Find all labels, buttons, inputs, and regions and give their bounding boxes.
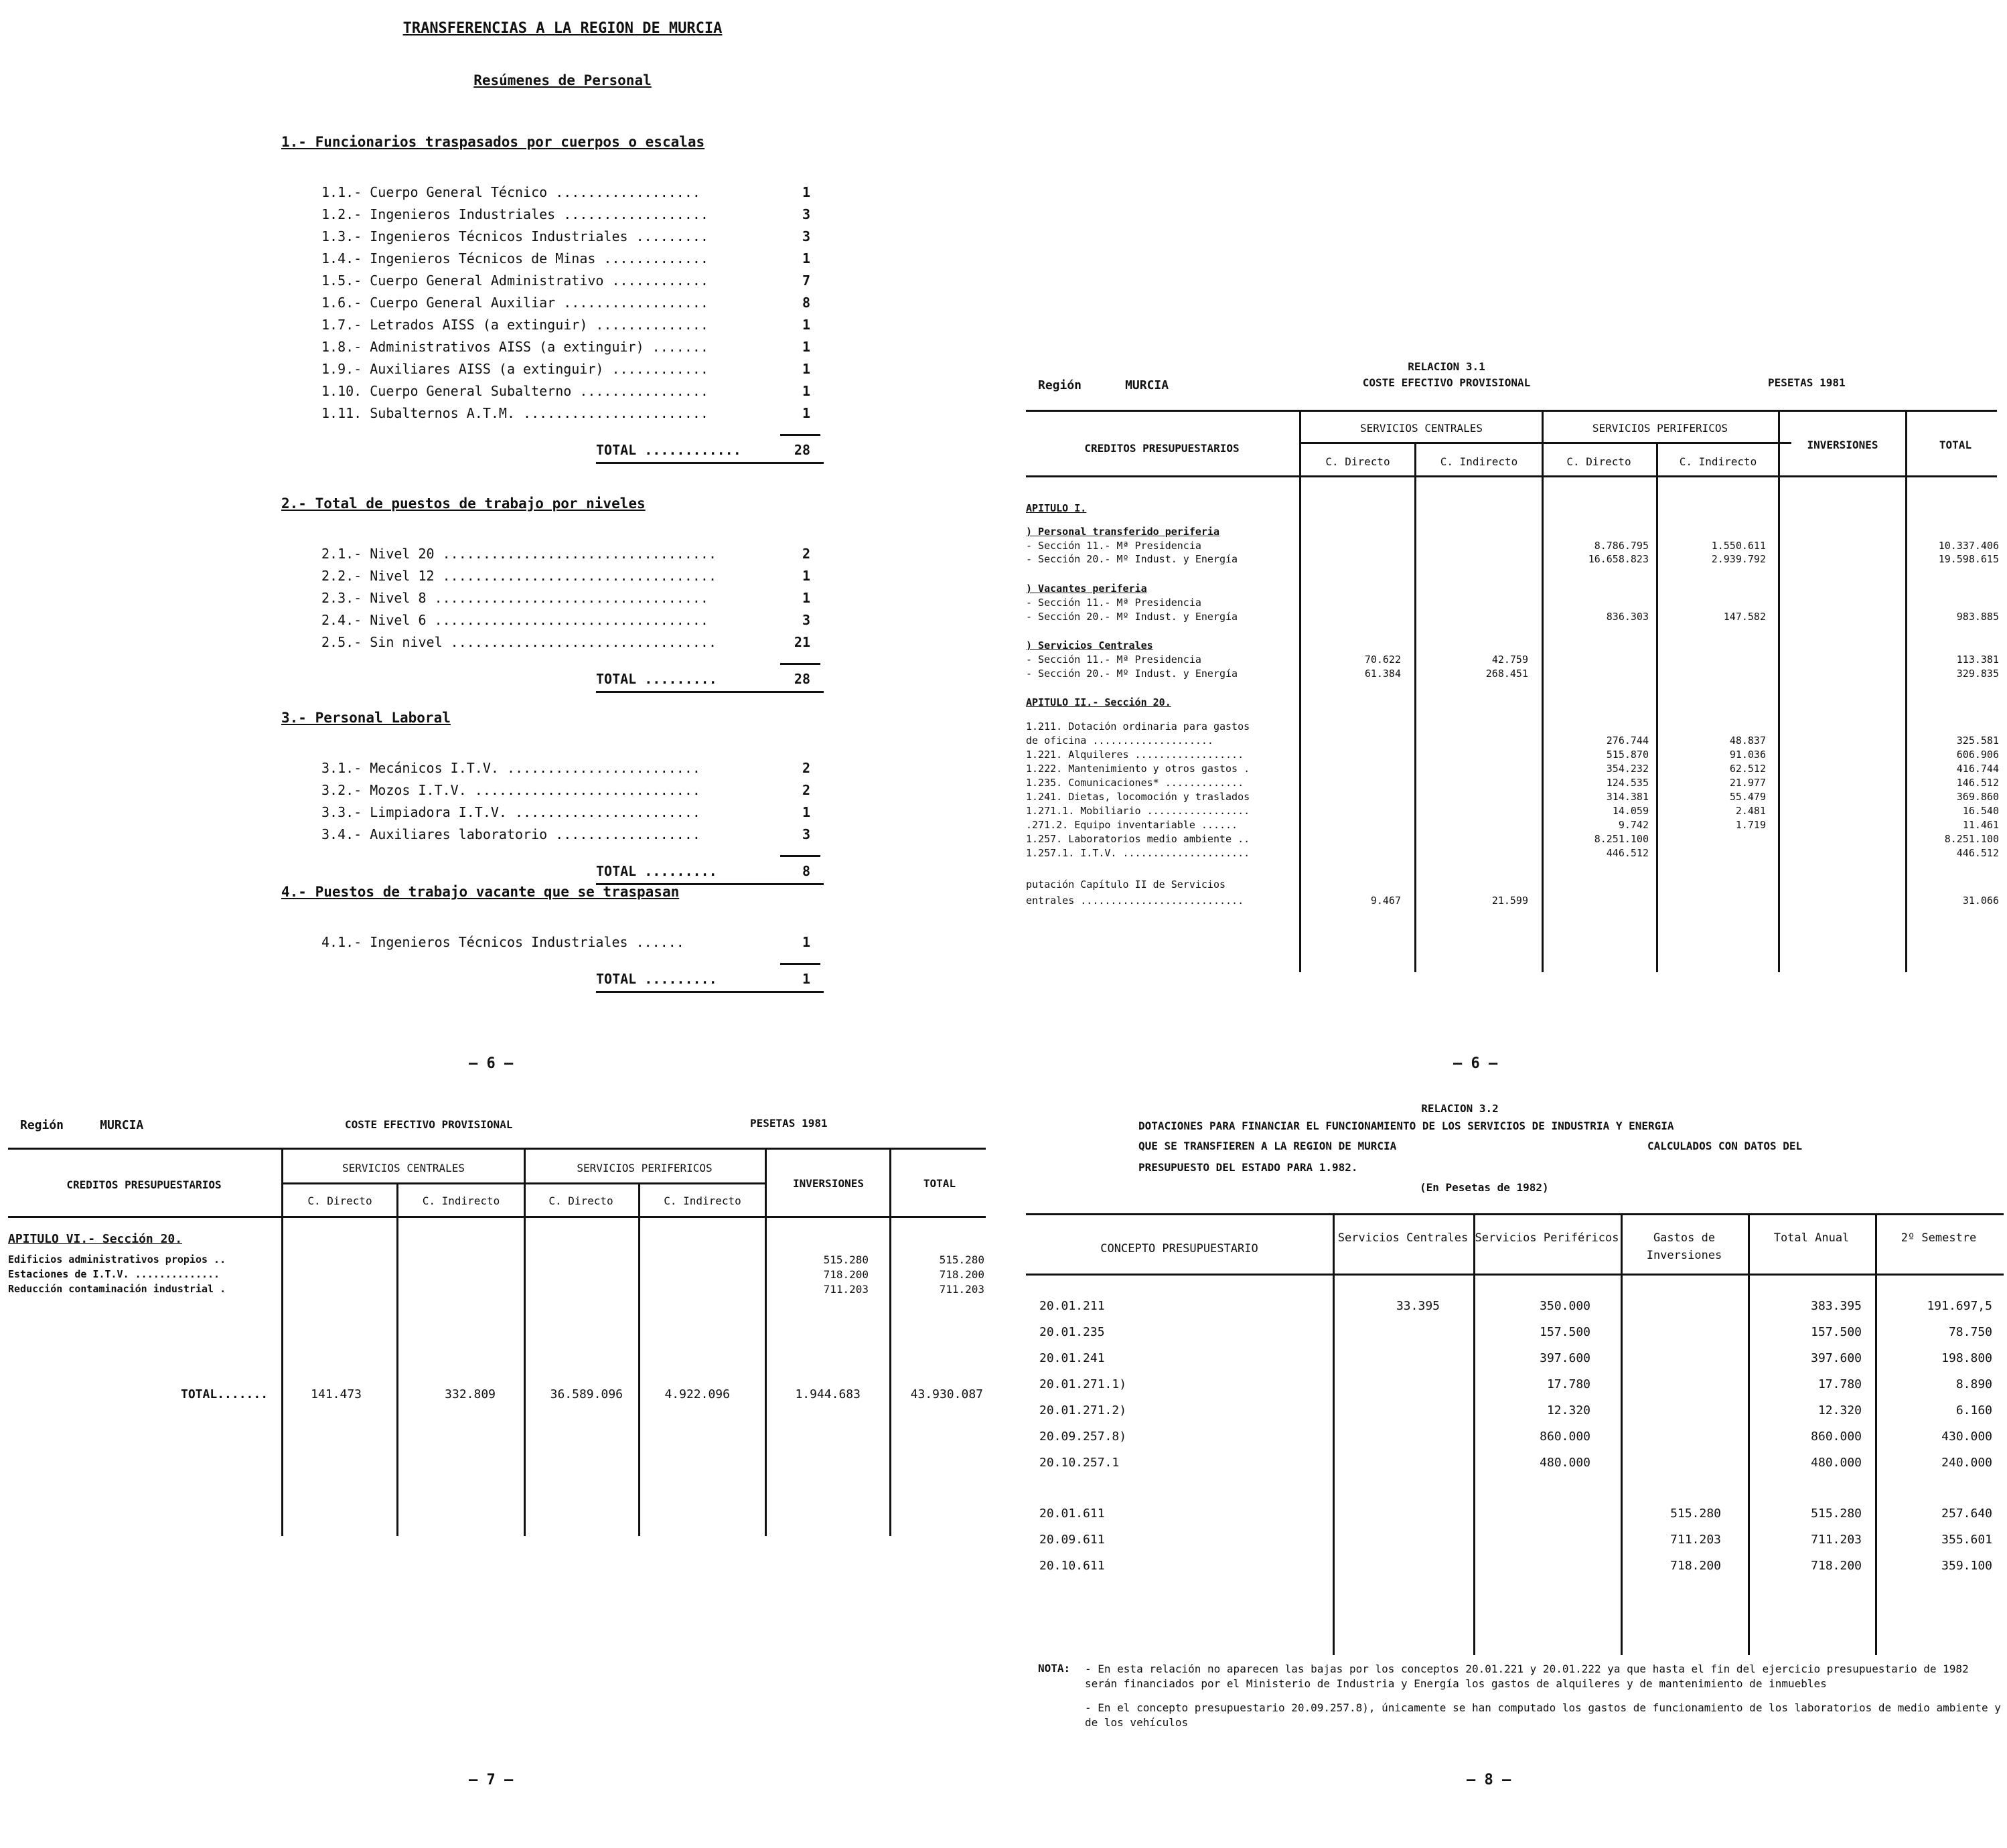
nota-2: - En el concepto presupuestario 20.09.257.8), únicamente se han computado los gastos de funcionamiento de los laboratorios de medio ambiente y de los vehículos	[1085, 1701, 2001, 1729]
investment-line-label: Edificios administrativos propios ..	[8, 1253, 226, 1265]
relacion-line-label: 1.221. Alquileres ..................	[1026, 749, 1244, 761]
section-item-value: 1	[802, 383, 810, 399]
section-item-value: 21	[794, 634, 810, 650]
section-item-label: 3.4.- Auxiliares laboratorio ..................	[321, 826, 700, 842]
relacion-3-2-cell-sp: 397.600	[1540, 1351, 1590, 1365]
relacion-line-label: putación Capítulo II de Servicios	[1026, 878, 1226, 891]
page-number: — 8 —	[1467, 1772, 1511, 1788]
coste-label: COSTE EFECTIVO PROVISIONAL	[1362, 376, 1531, 389]
total-sp-indirecto: 4.922.096	[664, 1387, 730, 1401]
relacion-cell-sp-i: 62.512	[1729, 763, 1766, 775]
header-servicios-centrales: SERVICIOS CENTRALES	[1359, 422, 1483, 435]
section-item-label: 2.1.- Nivel 20 ..................................	[321, 546, 717, 562]
relacion-cell-sc-d: 70.622	[1364, 653, 1401, 666]
section-item-value: 1	[802, 250, 810, 266]
total-sc-indirecto: 332.809	[445, 1387, 496, 1401]
relacion-cell-total: 416.744	[1956, 763, 1999, 775]
relacion-cell-sp-d: 14.059	[1612, 805, 1649, 817]
nota-1: - En esta relación no aparecen las bajas por los conceptos 20.01.221 y 20.01.222 ya que hasta el fin del ejercicio presupuestario de 1982 serán financiados por el Ministerio de Industria y Energía los gastos de alquileres y de mantenimiento de inmuebles	[1085, 1663, 1969, 1690]
relacion-3-2-cell-ta: 397.600	[1811, 1351, 1862, 1365]
relacion-cell-total: 8.251.100	[1944, 833, 1999, 845]
section-item-value: 1	[802, 568, 810, 584]
investment-line-inv: 711.203	[823, 1283, 869, 1296]
relacion-3-2-cell-sem: 78.750	[1948, 1325, 1992, 1339]
relacion-3-2-cell-sem: 191.697,5	[1927, 1299, 1992, 1313]
header-c-directo-2: C. Directo	[1566, 455, 1631, 468]
page-title: TRANSFERENCIAS A LA REGION DE MURCIA	[402, 20, 723, 37]
section-item-label: 1.2.- Ingenieros Industriales ..................	[321, 206, 709, 222]
relacion-3-2-cell-sem: 355.601	[1941, 1533, 1992, 1547]
nota-section	[1038, 1662, 2002, 1730]
header-creditos: CREDITOS PRESUPUESTARIOS	[1084, 442, 1240, 455]
investment-line-total: 711.203	[939, 1283, 984, 1296]
section-item-label: 1.11. Subalternos A.T.M. .......................	[321, 405, 709, 421]
relacion-3-2-header	[1026, 1225, 2004, 1272]
section-heading: 1.- Funcionarios traspasados por cuerpos o escalas	[281, 134, 705, 150]
header-total: TOTAL	[923, 1177, 956, 1190]
section-total-label: TOTAL .........	[596, 863, 717, 879]
relacion-3-2-cell-sem: 198.800	[1941, 1351, 1992, 1365]
relacion-cell-sp-i: 2.481	[1735, 805, 1766, 817]
relacion-cell-sp-i: 48.837	[1729, 735, 1766, 747]
relacion-3-2-cell-sem: 359.100	[1941, 1559, 1992, 1573]
relacion-3-2-cell-sem: 430.000	[1941, 1430, 1992, 1444]
relacion-cell-total: 369.860	[1956, 791, 1999, 803]
relacion-cell-total: 11.461	[1962, 819, 1999, 831]
section-item-value: 2	[802, 782, 810, 798]
relacion-cell-sp-d: 314.381	[1606, 791, 1649, 803]
region-prefix: Región	[1038, 378, 1082, 392]
section-item-value: 3	[802, 228, 810, 244]
page-8-relacion-3-2	[1018, 1098, 2007, 1848]
relacion-3-1-body	[1026, 495, 2004, 978]
column-header: Servicios Periféricos	[1475, 1231, 1619, 1245]
relacion-line-label: APITULO I.	[1026, 502, 1087, 514]
relacion-3-2-cell-gi: 711.203	[1670, 1533, 1721, 1547]
section-item-value: 3	[802, 206, 810, 222]
relacion-cell-sp-d: 8.251.100	[1594, 833, 1649, 845]
header-inversiones: INVERSIONES	[793, 1177, 864, 1190]
investment-line-total: 515.280	[939, 1253, 984, 1266]
column-header: Gastos de Inversiones	[1646, 1231, 1722, 1262]
section-item-label: 1.5.- Cuerpo General Administrativo ............	[321, 273, 709, 289]
title-line-1: DOTACIONES PARA FINANCIAR EL FUNCIONAMIENTO DE LOS SERVICIOS DE INDUSTRIA Y ENERGIA	[1138, 1120, 1674, 1132]
relacion-line-label: 1.222. Mantenimiento y otros gastos .	[1026, 763, 1250, 775]
concepto-code: 20.09.611	[1039, 1533, 1105, 1547]
concepto-code: 20.10.611	[1039, 1559, 1105, 1573]
relacion-line-label: ) Vacantes periferia	[1026, 583, 1147, 595]
relacion-cell-sp-d: 8.786.795	[1594, 540, 1649, 552]
relacion-cell-total: 606.906	[1956, 749, 1999, 761]
section-total-label: TOTAL ............	[596, 442, 741, 458]
section-item-value: 3	[802, 826, 810, 842]
title-line-2b: CALCULADOS CON DATOS DEL	[1647, 1140, 1803, 1152]
region-name: MURCIA	[100, 1118, 144, 1132]
header-creditos: CREDITOS PRESUPUESTARIOS	[66, 1178, 222, 1191]
section-item-value: 1	[802, 590, 810, 606]
region-name: MURCIA	[1125, 378, 1169, 392]
coste-label: COSTE EFECTIVO PROVISIONAL	[345, 1118, 513, 1131]
relacion-cell-sp-d: 276.744	[1606, 735, 1649, 747]
relacion-3-2-cell-sem: 6.160	[1955, 1403, 1992, 1417]
section-item-value: 1	[802, 317, 810, 333]
concepto-code: 20.01.271.2)	[1039, 1403, 1127, 1417]
relacion-line-label: - Sección 20.- Mº Indust. y Energía	[1026, 668, 1238, 680]
relacion-cell-sp-d: 9.742	[1618, 819, 1649, 831]
relacion-3-2-cell-sp: 17.780	[1546, 1377, 1590, 1391]
relacion-3-2-cell-sem: 8.890	[1955, 1377, 1992, 1391]
section-total-value: 1	[802, 971, 810, 987]
relacion-cell-total: 146.512	[1956, 777, 1999, 789]
region-label	[1038, 378, 1169, 392]
relacion-3-2-cell-sp: 480.000	[1540, 1456, 1590, 1470]
chapter-heading: APITULO VI.- Sección 20.	[8, 1232, 183, 1246]
relacion-3-2-cell-sp: 157.500	[1540, 1325, 1590, 1339]
relacion-3-2-cell-ta: 718.200	[1811, 1559, 1862, 1573]
relacion-3-2-cell-ta: 480.000	[1811, 1456, 1862, 1470]
header-c-directo: C. Directo	[1325, 455, 1390, 468]
nota-label: NOTA:	[1038, 1662, 1071, 1675]
relacion-cell-sc-d: 9.467	[1370, 895, 1401, 907]
section-item-label: 4.1.- Ingenieros Técnicos Industriales ......	[321, 934, 684, 950]
total-sc-directo: 141.473	[311, 1387, 362, 1401]
relacion-line-label: 1.271.1. Mobiliario .................	[1026, 805, 1250, 817]
title-line-3: PRESUPUESTO DEL ESTADO PARA 1.982.	[1138, 1161, 1358, 1174]
relacion-3-2-cell-ta: 711.203	[1811, 1533, 1862, 1547]
header-c-indirecto-2: C. Indirecto	[1679, 455, 1757, 468]
relacion-cell-sp-d: 124.535	[1606, 777, 1649, 789]
section-item-value: 1	[802, 804, 810, 820]
relacion-cell-total: 113.381	[1956, 653, 1999, 666]
relacion-line-label: de oficina ....................	[1026, 735, 1213, 747]
relacion-cell-sc-i: 268.451	[1485, 668, 1528, 680]
section-item-label: 3.2.- Mozos I.T.V. ............................	[321, 782, 700, 798]
header-inversiones: INVERSIONES	[1807, 439, 1878, 451]
concepto-code: 20.01.611	[1039, 1507, 1105, 1521]
concepto-code: 20.01.235	[1039, 1325, 1105, 1339]
section-item-label: 1.10. Cuerpo General Subalterno ................	[321, 383, 709, 399]
section-item-label: 1.6.- Cuerpo General Auxiliar ..................	[321, 295, 709, 311]
relacion-cell-total: 983.885	[1956, 611, 1999, 623]
section-item-label: 2.4.- Nivel 6 ..................................	[321, 612, 709, 628]
header-c-directo-2: C. Directo	[548, 1195, 613, 1207]
section-item-label: 1.4.- Ingenieros Técnicos de Minas .............	[321, 250, 709, 266]
relacion-line-label: - Sección 11.- Mª Presidencia	[1026, 653, 1201, 666]
relacion-3-2-cell-ta: 383.395	[1811, 1299, 1862, 1313]
relacion-cell-sp-d: 836.303	[1606, 611, 1649, 623]
page-6-personal	[0, 0, 978, 1085]
section-item-label: 2.5.- Sin nivel .................................	[321, 634, 717, 650]
total-inversiones: 1.944.683	[795, 1387, 861, 1401]
relacion-cell-total: 31.066	[1962, 895, 1999, 907]
total-sp-directo: 36.589.096	[550, 1387, 623, 1401]
relacion-3-2-cell-sp: 350.000	[1540, 1299, 1590, 1313]
section-item-value: 7	[802, 273, 810, 289]
relacion-cell-total: 19.598.615	[1938, 553, 1999, 565]
relacion-3-2-cell-sem: 240.000	[1941, 1456, 1992, 1470]
column-header: CONCEPTO PRESUPUESTARIO	[1100, 1242, 1258, 1255]
section-item-label: 1.8.- Administrativos AISS (a extinguir) .......	[321, 339, 709, 355]
relacion-cell-sp-d: 16.658.823	[1588, 553, 1649, 565]
page-number: — 6 —	[469, 1055, 514, 1072]
relacion-cell-sc-d: 61.384	[1364, 668, 1401, 680]
relacion-line-label: APITULO II.- Sección 20.	[1026, 696, 1171, 708]
section-total-label: TOTAL .........	[596, 971, 717, 987]
relacion-line-label: - Sección 11.- Mª Presidencia	[1026, 597, 1201, 609]
header-servicios-perifericos: SERVICIOS PERIFERICOS	[1592, 422, 1728, 435]
relacion-3-2-cell-sp: 860.000	[1540, 1430, 1590, 1444]
relacion-label: RELACION 3.1	[1408, 360, 1485, 373]
concepto-code: 20.01.271.1)	[1039, 1377, 1127, 1391]
relacion-line-label: entrales ...........................	[1026, 895, 1244, 907]
relacion-line-label: ) Personal transferido periferia	[1026, 526, 1219, 538]
concepto-code: 20.01.241	[1039, 1351, 1105, 1365]
section-item-label: 1.1.- Cuerpo General Técnico ..................	[321, 184, 700, 200]
relacion-3-2-cell-ta: 860.000	[1811, 1430, 1862, 1444]
section-item-value: 2	[802, 546, 810, 562]
relacion-3-2-cell-sp: 12.320	[1546, 1403, 1590, 1417]
header-servicios-centrales: SERVICIOS CENTRALES	[342, 1162, 465, 1174]
section-item-label: 1.7.- Letrados AISS (a extinguir) ..............	[321, 317, 709, 333]
page-subtitle: Resúmenes de Personal	[473, 72, 652, 88]
relacion-label: RELACION 3.2	[1421, 1102, 1499, 1115]
pesetas-label: PESETAS 1981	[750, 1117, 828, 1130]
section-item-value: 1	[802, 361, 810, 377]
relacion-cell-sp-i: 1.719	[1735, 819, 1766, 831]
relacion-line-label: 1.235. Comunicaciones* .............	[1026, 777, 1244, 789]
relacion-3-2-cell-gi: 718.200	[1670, 1559, 1721, 1573]
region-label	[20, 1118, 143, 1132]
relacion-line-label: 1.241. Dietas, locomoción y traslados	[1026, 791, 1250, 803]
investment-line-inv: 515.280	[823, 1253, 869, 1266]
header-c-indirecto-2: C. Indirecto	[664, 1195, 741, 1207]
concepto-code: 20.10.257.1	[1039, 1456, 1120, 1470]
total-total: 43.930.087	[910, 1387, 983, 1401]
section-heading: 2.- Total de puestos de trabajo por niveles	[281, 495, 646, 512]
relacion-3-2-rows	[1026, 1299, 2004, 1647]
relacion-line-label: ) Servicios Centrales	[1026, 639, 1153, 651]
relacion-line-label: .271.2. Equipo inventariable ......	[1026, 819, 1238, 831]
relacion-cell-total: 16.540	[1962, 805, 1999, 817]
section-item-value: 8	[802, 295, 810, 311]
concepto-code: 20.09.257.8)	[1039, 1430, 1127, 1444]
relacion-3-2-cell-sc: 33.395	[1396, 1299, 1440, 1313]
section-total-value: 8	[802, 863, 810, 879]
relacion-line-label: - Sección 20.- Mº Indust. y Energía	[1026, 611, 1238, 623]
relacion-cell-sp-d: 446.512	[1606, 847, 1649, 859]
relacion-line-label: 1.211. Dotación ordinaria para gastos	[1026, 720, 1250, 733]
section-item-value: 1	[802, 339, 810, 355]
investment-line-label: Estaciones de I.T.V. ..............	[8, 1268, 220, 1280]
section-item-value: 1	[802, 184, 810, 200]
relacion-3-2-cell-ta: 157.500	[1811, 1325, 1862, 1339]
header-c-indirecto: C. Indirecto	[422, 1195, 500, 1207]
relacion-line-label: 1.257. Laboratorios medio ambiente ..	[1026, 833, 1250, 845]
relacion-line-label: - Sección 20.- Mº Indust. y Energía	[1026, 553, 1238, 565]
section-total-value: 28	[794, 671, 810, 687]
relacion-3-2-cell-gi: 515.280	[1670, 1507, 1721, 1521]
investment-line-label: Reducción contaminación industrial .	[8, 1283, 226, 1295]
header-c-directo: C. Directo	[307, 1195, 372, 1207]
page-6-relacion-3-1	[1018, 0, 2007, 1085]
page-7-lines	[8, 1253, 986, 1334]
section-item-value: 2	[802, 760, 810, 776]
relacion-cell-total: 325.581	[1956, 735, 1999, 747]
relacion-cell-sp-d: 515.870	[1606, 749, 1649, 761]
header-servicios-perifericos: SERVICIOS PERIFERICOS	[577, 1162, 713, 1174]
relacion-cell-total: 10.337.406	[1938, 540, 1999, 552]
title-line-4: (En Pesetas de 1982)	[1420, 1181, 1549, 1194]
relacion-cell-sp-i: 55.479	[1729, 791, 1766, 803]
column-header: Servicios Centrales	[1337, 1231, 1469, 1245]
relacion-3-2-cell-sem: 257.640	[1941, 1507, 1992, 1521]
total-label: TOTAL.......	[181, 1387, 269, 1401]
section-item-label: 1.3.- Ingenieros Técnicos Industriales .........	[321, 228, 709, 244]
pesetas-label: PESETAS 1981	[1768, 376, 1846, 389]
title-line-2a: QUE SE TRANSFIEREN A LA REGION DE MURCIA	[1138, 1140, 1397, 1152]
page-number: — 6 —	[1453, 1055, 1498, 1072]
relacion-cell-sp-i: 21.977	[1729, 777, 1766, 789]
investment-line-total: 718.200	[939, 1268, 984, 1281]
section-heading: 4.- Puestos de trabajo vacante que se traspasan	[281, 884, 680, 900]
relacion-cell-sp-i: 147.582	[1723, 611, 1766, 623]
relacion-cell-sc-i: 42.759	[1491, 653, 1528, 666]
region-prefix: Región	[20, 1118, 64, 1132]
column-header: Total Anual	[1773, 1231, 1850, 1245]
relacion-3-2-cell-ta: 12.320	[1817, 1403, 1862, 1417]
section-heading: 3.- Personal Laboral	[281, 710, 451, 726]
section-item-label: 3.3.- Limpiadora I.T.V. .......................	[321, 804, 700, 820]
section-total-label: TOTAL .........	[596, 671, 717, 687]
section-item-label: 1.9.- Auxiliares AISS (a extinguir) ............	[321, 361, 709, 377]
relacion-line-label: 1.257.1. I.T.V. .....................	[1026, 847, 1250, 859]
relacion-cell-sp-i: 2.939.792	[1711, 553, 1766, 565]
section-item-value: 1	[802, 934, 810, 950]
relacion-cell-total: 446.512	[1956, 847, 1999, 859]
header-total: TOTAL	[1939, 439, 1972, 451]
page-7-coste	[0, 1098, 991, 1848]
section-item-label: 2.2.- Nivel 12 ..................................	[321, 568, 717, 584]
section-item-label: 2.3.- Nivel 8 ..................................	[321, 590, 709, 606]
column-header: 2º Semestre	[1901, 1231, 1977, 1245]
relacion-line-label: - Sección 11.- Mª Presidencia	[1026, 540, 1201, 552]
relacion-cell-sp-i: 91.036	[1729, 749, 1766, 761]
section-item-label: 3.1.- Mecánicos I.T.V. ........................	[321, 760, 700, 776]
page-number: — 7 —	[469, 1772, 514, 1788]
personal-sections	[281, 134, 830, 1004]
section-item-value: 3	[802, 612, 810, 628]
section-total-value: 28	[794, 442, 810, 458]
investment-line-inv: 718.200	[823, 1268, 869, 1281]
relacion-cell-sc-i: 21.599	[1491, 895, 1528, 907]
relacion-cell-sp-i: 1.550.611	[1711, 540, 1766, 552]
header-c-indirecto: C. Indirecto	[1440, 455, 1518, 468]
relacion-cell-sp-d: 354.232	[1606, 763, 1649, 775]
relacion-3-2-cell-ta: 515.280	[1811, 1507, 1862, 1521]
section-item-value: 1	[802, 405, 810, 421]
concepto-code: 20.01.211	[1039, 1299, 1105, 1313]
relacion-3-2-cell-ta: 17.780	[1817, 1377, 1862, 1391]
relacion-cell-total: 329.835	[1956, 668, 1999, 680]
